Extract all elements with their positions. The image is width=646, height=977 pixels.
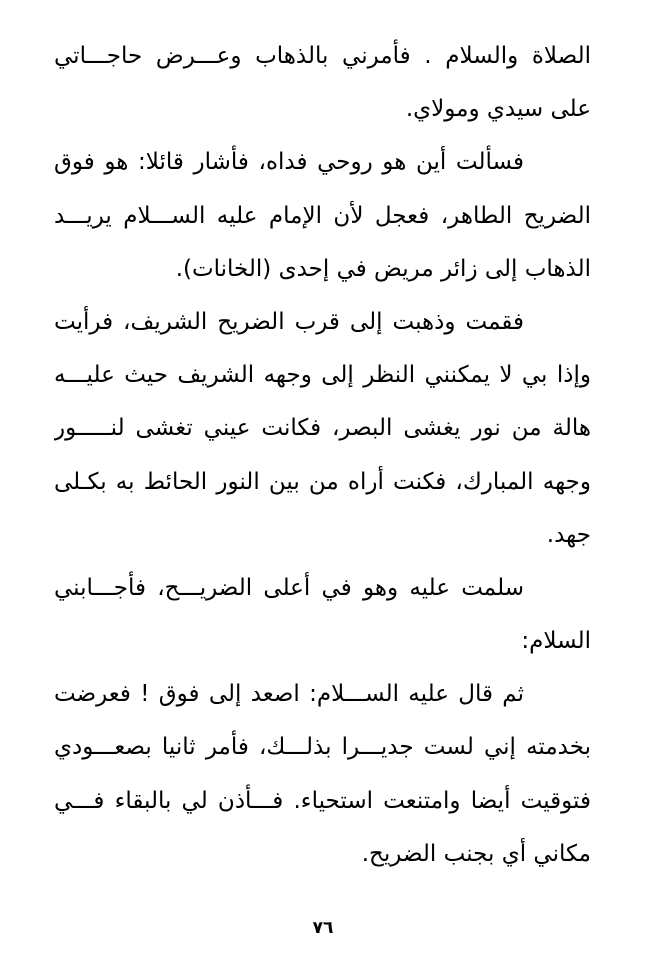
page-number: ٧٦	[312, 918, 334, 938]
text-line: مكاني أي بجنب الضريح.	[361, 840, 591, 867]
text-line: الضريح الطاهر، فعجل لأن الإمام عليه الســـلام يريـــد	[54, 202, 591, 229]
text-line: وجهه المبارك، فكنت أراه من بين النور الحائط به بكـلى	[54, 468, 591, 495]
text-line: الذهاب إلى زائر مريض في إحدى (الخانات).	[175, 255, 591, 282]
text-line: فسألت أين هو روحي فداه، فأشار قائلا: هو فوق	[54, 149, 524, 176]
text-line: سلمت عليه وهو في أعلى الضريـــح، فأجـــابني	[54, 574, 524, 601]
text-line: جهد.	[546, 521, 591, 548]
text-line: على سيدي ومولاي.	[405, 96, 591, 123]
text-line: فقمت وذهبت إلى قرب الضريح الشريف، فرأيت	[54, 308, 524, 335]
text-line: الصلاة والسلام . فأمرني بالذهاب وعـــرض حاجـــاتي	[54, 43, 591, 69]
text-line: ثم قال عليه الســـلام: اصعد إلى فوق ! فعرضت	[54, 681, 524, 708]
text-line: هالة من نور يغشى البصر، فكانت عيني تغشى لنـــــور	[54, 415, 591, 442]
body-text	[54, 30, 591, 881]
text-line: بخدمته إني لست جديـــرا بذلـــك، فأمر ثانيا بصعـــودي	[54, 734, 591, 761]
text-line: السلام:	[521, 628, 591, 655]
text-line: فتوقيت أيضا وامتنعت استحياء. فـــأذن لي بالبقاء فـــي	[54, 787, 591, 814]
text-line: وإذا بي لا يمكنني النظر إلى وجهه الشريف حيث عليـــه	[54, 362, 591, 389]
